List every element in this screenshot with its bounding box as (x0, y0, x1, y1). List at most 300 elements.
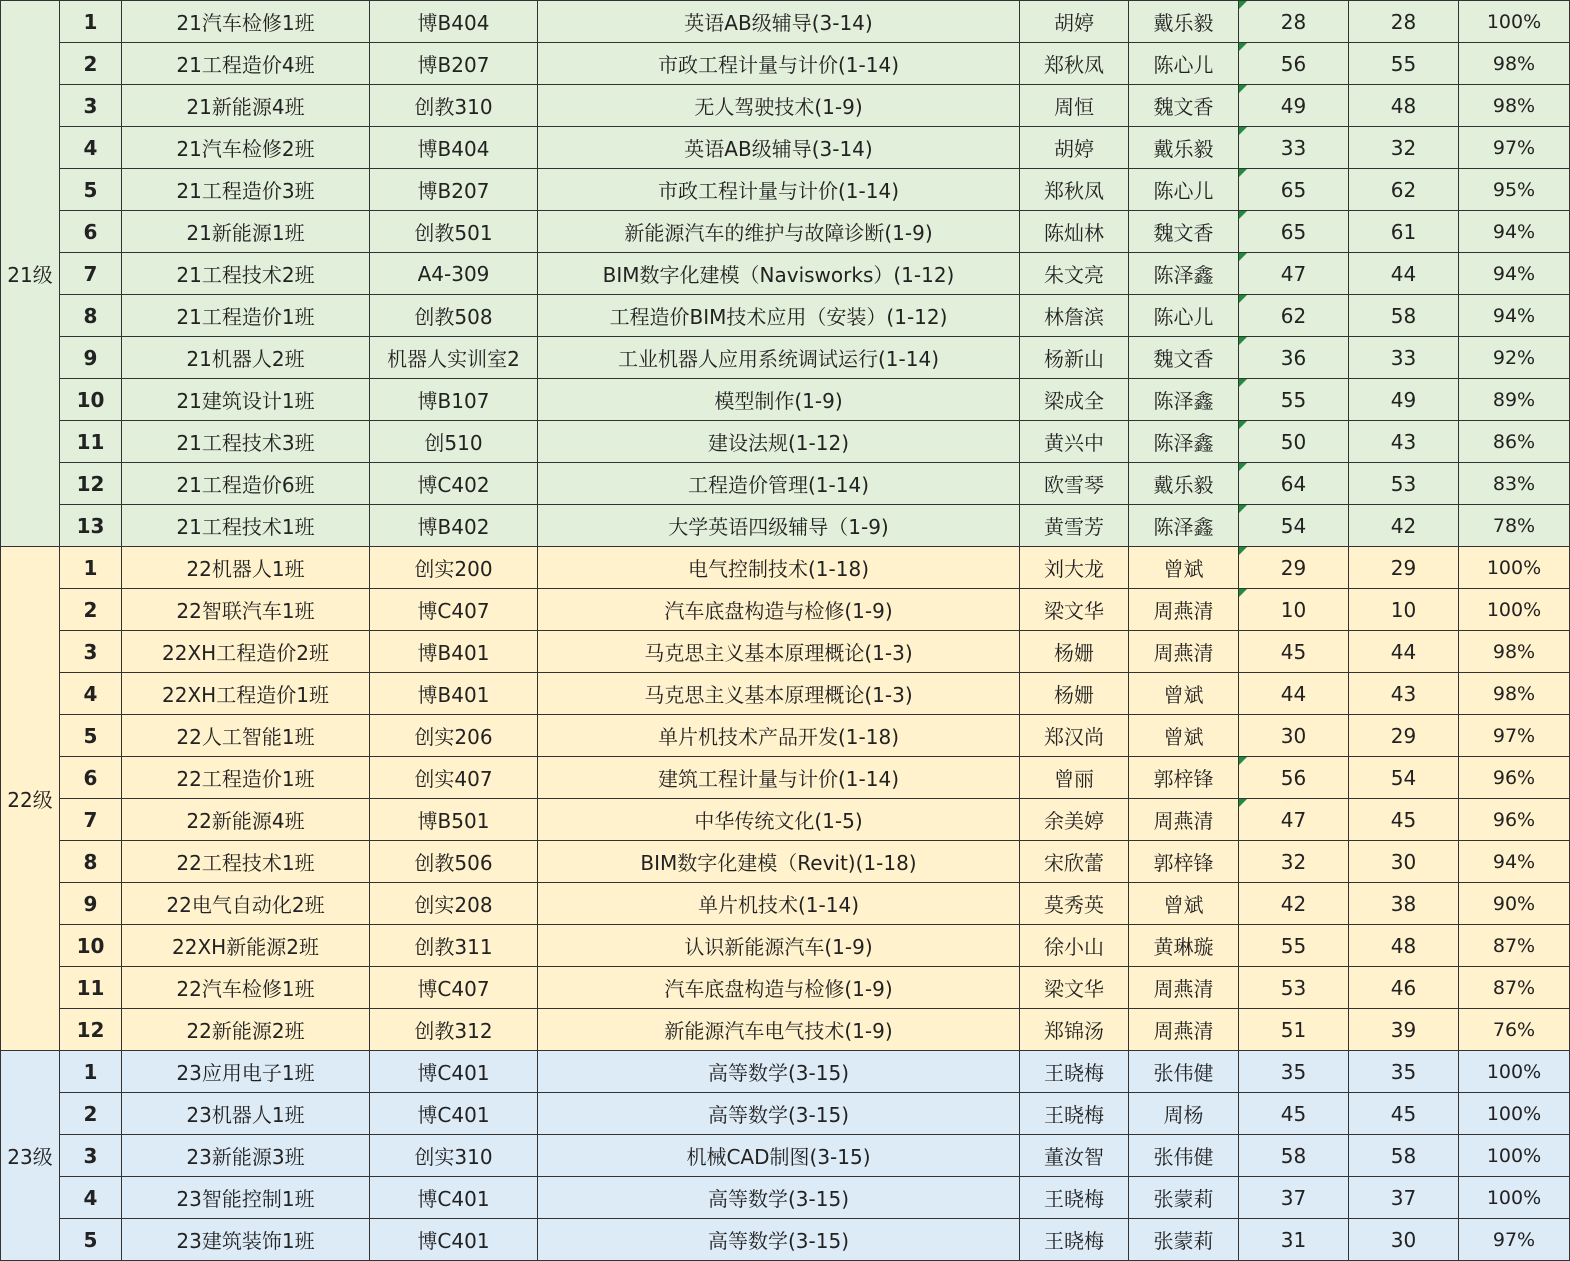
attendance-rate-cell: 96% (1459, 757, 1570, 799)
classroom-cell: 创实208 (370, 883, 538, 925)
class-name-cell: 21建筑设计1班 (122, 379, 370, 421)
teacher-cell: 余美婷 (1020, 799, 1129, 841)
table-row (1, 211, 1570, 253)
row-number: 4 (60, 1177, 122, 1219)
attendance-rate-cell: 97% (1459, 715, 1570, 757)
enrolled-count-cell: 45 (1239, 631, 1349, 673)
present-count-cell: 46 (1349, 967, 1459, 1009)
classroom-cell: 创教310 (370, 85, 538, 127)
supervisor-cell: 周燕清 (1129, 631, 1239, 673)
course-cell: BIM数字化建模（Navisworks）(1-12) (538, 253, 1020, 295)
classroom-cell: 创510 (370, 421, 538, 463)
table-row (1, 505, 1570, 547)
attendance-rate-cell: 98% (1459, 673, 1570, 715)
row-number: 3 (60, 1135, 122, 1177)
classroom-cell: 博B107 (370, 379, 538, 421)
row-number: 7 (60, 799, 122, 841)
enrolled-count-cell: 31 (1239, 1219, 1349, 1261)
classroom-cell: 博C401 (370, 1219, 538, 1261)
attendance-rate-cell: 95% (1459, 169, 1570, 211)
attendance-rate-cell: 97% (1459, 127, 1570, 169)
course-cell: 英语AB级辅导(3-14) (538, 127, 1020, 169)
teacher-cell: 刘大龙 (1020, 547, 1129, 589)
class-name-cell: 23新能源3班 (122, 1135, 370, 1177)
row-number: 10 (60, 925, 122, 967)
enrolled-count-cell: 42 (1239, 883, 1349, 925)
present-count-cell: 62 (1349, 169, 1459, 211)
class-name-cell: 21工程技术2班 (122, 253, 370, 295)
table-row (1, 757, 1570, 799)
classroom-cell: 博B207 (370, 43, 538, 85)
attendance-rate-cell: 97% (1459, 1219, 1570, 1261)
class-name-cell: 22XH工程造价2班 (122, 631, 370, 673)
table-row (1, 1009, 1570, 1051)
present-count-cell: 53 (1349, 463, 1459, 505)
table-row (1, 547, 1570, 589)
supervisor-cell: 陈泽鑫 (1129, 421, 1239, 463)
teacher-cell: 梁文华 (1020, 967, 1129, 1009)
enrolled-count-cell: 36 (1239, 337, 1349, 379)
classroom-cell: 博B401 (370, 673, 538, 715)
grade-group-cell: 23级 (1, 1051, 60, 1261)
teacher-cell: 王晓梅 (1020, 1177, 1129, 1219)
class-name-cell: 22工程技术1班 (122, 841, 370, 883)
supervisor-cell: 陈泽鑫 (1129, 379, 1239, 421)
supervisor-cell: 曾斌 (1129, 883, 1239, 925)
row-number: 3 (60, 631, 122, 673)
present-count-cell: 37 (1349, 1177, 1459, 1219)
table-row (1, 1135, 1570, 1177)
enrolled-count-cell: 33 (1239, 127, 1349, 169)
course-cell: 马克思主义基本原理概论(1-3) (538, 631, 1020, 673)
attendance-rate-cell: 87% (1459, 967, 1570, 1009)
supervisor-cell: 陈心儿 (1129, 169, 1239, 211)
table-row (1, 589, 1570, 631)
attendance-rate-cell: 78% (1459, 505, 1570, 547)
class-name-cell: 21工程造价1班 (122, 295, 370, 337)
teacher-cell: 黄兴中 (1020, 421, 1129, 463)
present-count-cell: 43 (1349, 421, 1459, 463)
course-cell: 中华传统文化(1-5) (538, 799, 1020, 841)
class-name-cell: 21汽车检修2班 (122, 127, 370, 169)
present-count-cell: 32 (1349, 127, 1459, 169)
enrolled-count-cell: 56 (1239, 757, 1349, 799)
teacher-cell: 王晓梅 (1020, 1219, 1129, 1261)
course-cell: 马克思主义基本原理概论(1-3) (538, 673, 1020, 715)
teacher-cell: 郑锦汤 (1020, 1009, 1129, 1051)
supervisor-cell: 周燕清 (1129, 589, 1239, 631)
classroom-cell: 博B207 (370, 169, 538, 211)
present-count-cell: 30 (1349, 1219, 1459, 1261)
enrolled-count-cell: 54 (1239, 505, 1349, 547)
class-name-cell: 22新能源2班 (122, 1009, 370, 1051)
present-count-cell: 45 (1349, 799, 1459, 841)
course-cell: 工程造价管理(1-14) (538, 463, 1020, 505)
supervisor-cell: 张伟健 (1129, 1135, 1239, 1177)
class-name-cell: 22机器人1班 (122, 547, 370, 589)
class-name-cell: 23智能控制1班 (122, 1177, 370, 1219)
table-row (1, 421, 1570, 463)
present-count-cell: 45 (1349, 1093, 1459, 1135)
teacher-cell: 胡婷 (1020, 127, 1129, 169)
present-count-cell: 30 (1349, 841, 1459, 883)
row-number: 2 (60, 589, 122, 631)
teacher-cell: 郑秋凤 (1020, 43, 1129, 85)
row-number: 8 (60, 841, 122, 883)
attendance-rate-cell: 92% (1459, 337, 1570, 379)
classroom-cell: 博C402 (370, 463, 538, 505)
course-cell: 汽车底盘构造与检修(1-9) (538, 589, 1020, 631)
present-count-cell: 35 (1349, 1051, 1459, 1093)
teacher-cell: 杨新山 (1020, 337, 1129, 379)
classroom-cell: 博C407 (370, 589, 538, 631)
grade-group-cell: 22级 (1, 547, 60, 1051)
present-count-cell: 48 (1349, 925, 1459, 967)
classroom-cell: 创教508 (370, 295, 538, 337)
course-cell: 单片机技术(1-14) (538, 883, 1020, 925)
table-row (1, 1051, 1570, 1093)
class-name-cell: 22XH新能源2班 (122, 925, 370, 967)
present-count-cell: 10 (1349, 589, 1459, 631)
attendance-rate-cell: 94% (1459, 295, 1570, 337)
supervisor-cell: 曾斌 (1129, 673, 1239, 715)
row-number: 11 (60, 967, 122, 1009)
supervisor-cell: 魏文香 (1129, 85, 1239, 127)
class-name-cell: 22新能源4班 (122, 799, 370, 841)
teacher-cell: 莫秀英 (1020, 883, 1129, 925)
row-number: 6 (60, 757, 122, 799)
attendance-rate-cell: 94% (1459, 253, 1570, 295)
class-name-cell: 21工程造价6班 (122, 463, 370, 505)
classroom-cell: 创实407 (370, 757, 538, 799)
supervisor-cell: 周杨 (1129, 1093, 1239, 1135)
present-count-cell: 38 (1349, 883, 1459, 925)
class-name-cell: 21工程造价4班 (122, 43, 370, 85)
course-cell: 建设法规(1-12) (538, 421, 1020, 463)
classroom-cell: 博C407 (370, 967, 538, 1009)
table-row (1, 715, 1570, 757)
course-cell: 高等数学(3-15) (538, 1093, 1020, 1135)
present-count-cell: 44 (1349, 631, 1459, 673)
enrolled-count-cell: 56 (1239, 43, 1349, 85)
table-row (1, 1, 1570, 43)
attendance-rate-cell: 98% (1459, 85, 1570, 127)
supervisor-cell: 周燕清 (1129, 967, 1239, 1009)
classroom-cell: 博B404 (370, 127, 538, 169)
class-name-cell: 21工程造价3班 (122, 169, 370, 211)
enrolled-count-cell: 65 (1239, 169, 1349, 211)
row-number: 12 (60, 463, 122, 505)
classroom-cell: 创教311 (370, 925, 538, 967)
table-row (1, 253, 1570, 295)
enrolled-count-cell: 10 (1239, 589, 1349, 631)
course-cell: 汽车底盘构造与检修(1-9) (538, 967, 1020, 1009)
classroom-cell: 创实206 (370, 715, 538, 757)
row-number: 5 (60, 169, 122, 211)
course-cell: 工程造价BIM技术应用（安装）(1-12) (538, 295, 1020, 337)
table-row (1, 463, 1570, 505)
supervisor-cell: 陈泽鑫 (1129, 253, 1239, 295)
course-cell: 高等数学(3-15) (538, 1177, 1020, 1219)
course-cell: 市政工程计量与计价(1-14) (538, 43, 1020, 85)
enrolled-count-cell: 62 (1239, 295, 1349, 337)
teacher-cell: 欧雪琴 (1020, 463, 1129, 505)
table-row (1, 379, 1570, 421)
supervisor-cell: 张蒙莉 (1129, 1177, 1239, 1219)
class-name-cell: 22工程造价1班 (122, 757, 370, 799)
teacher-cell: 董汝智 (1020, 1135, 1129, 1177)
table-row (1, 85, 1570, 127)
enrolled-count-cell: 30 (1239, 715, 1349, 757)
enrolled-count-cell: 47 (1239, 799, 1349, 841)
table-row (1, 1177, 1570, 1219)
row-number: 2 (60, 43, 122, 85)
supervisor-cell: 曾斌 (1129, 547, 1239, 589)
class-name-cell: 21汽车检修1班 (122, 1, 370, 43)
attendance-rate-cell: 100% (1459, 1, 1570, 43)
teacher-cell: 杨姗 (1020, 673, 1129, 715)
row-number: 2 (60, 1093, 122, 1135)
enrolled-count-cell: 37 (1239, 1177, 1349, 1219)
table-row (1, 169, 1570, 211)
teacher-cell: 陈灿林 (1020, 211, 1129, 253)
course-cell: 英语AB级辅导(3-14) (538, 1, 1020, 43)
enrolled-count-cell: 45 (1239, 1093, 1349, 1135)
enrolled-count-cell: 65 (1239, 211, 1349, 253)
attendance-rate-cell: 100% (1459, 1093, 1570, 1135)
supervisor-cell: 戴乐毅 (1129, 127, 1239, 169)
attendance-rate-cell: 76% (1459, 1009, 1570, 1051)
table-row (1, 799, 1570, 841)
supervisor-cell: 戴乐毅 (1129, 1, 1239, 43)
class-name-cell: 21新能源1班 (122, 211, 370, 253)
supervisor-cell: 戴乐毅 (1129, 463, 1239, 505)
table-row (1, 841, 1570, 883)
class-name-cell: 21工程技术3班 (122, 421, 370, 463)
present-count-cell: 58 (1349, 1135, 1459, 1177)
classroom-cell: 创教312 (370, 1009, 538, 1051)
course-cell: 新能源汽车的维护与故障诊断(1-9) (538, 211, 1020, 253)
attendance-rate-cell: 98% (1459, 631, 1570, 673)
course-cell: BIM数字化建模（Revit)(1-18) (538, 841, 1020, 883)
course-cell: 建筑工程计量与计价(1-14) (538, 757, 1020, 799)
class-name-cell: 21工程技术1班 (122, 505, 370, 547)
attendance-rate-cell: 83% (1459, 463, 1570, 505)
row-number: 5 (60, 1219, 122, 1261)
enrolled-count-cell: 49 (1239, 85, 1349, 127)
attendance-rate-cell: 98% (1459, 43, 1570, 85)
class-name-cell: 23建筑装饰1班 (122, 1219, 370, 1261)
enrolled-count-cell: 29 (1239, 547, 1349, 589)
classroom-cell: 博C401 (370, 1093, 538, 1135)
row-number: 12 (60, 1009, 122, 1051)
supervisor-cell: 魏文香 (1129, 337, 1239, 379)
attendance-rate-cell: 89% (1459, 379, 1570, 421)
teacher-cell: 王晓梅 (1020, 1051, 1129, 1093)
teacher-cell: 曾丽 (1020, 757, 1129, 799)
supervisor-cell: 张伟健 (1129, 1051, 1239, 1093)
teacher-cell: 林詹滨 (1020, 295, 1129, 337)
table-row (1, 673, 1570, 715)
attendance-rate-cell: 94% (1459, 211, 1570, 253)
course-cell: 电气控制技术(1-18) (538, 547, 1020, 589)
classroom-cell: 创教506 (370, 841, 538, 883)
enrolled-count-cell: 55 (1239, 925, 1349, 967)
present-count-cell: 33 (1349, 337, 1459, 379)
enrolled-count-cell: 64 (1239, 463, 1349, 505)
present-count-cell: 61 (1349, 211, 1459, 253)
class-name-cell: 22电气自动化2班 (122, 883, 370, 925)
teacher-cell: 胡婷 (1020, 1, 1129, 43)
row-number: 3 (60, 85, 122, 127)
attendance-rate-cell: 90% (1459, 883, 1570, 925)
row-number: 1 (60, 547, 122, 589)
table-row (1, 295, 1570, 337)
class-name-cell: 21机器人2班 (122, 337, 370, 379)
classroom-cell: 创实310 (370, 1135, 538, 1177)
teacher-cell: 朱文亮 (1020, 253, 1129, 295)
enrolled-count-cell: 47 (1239, 253, 1349, 295)
enrolled-count-cell: 35 (1239, 1051, 1349, 1093)
present-count-cell: 29 (1349, 715, 1459, 757)
class-name-cell: 23应用电子1班 (122, 1051, 370, 1093)
present-count-cell: 49 (1349, 379, 1459, 421)
class-name-cell: 22XH工程造价1班 (122, 673, 370, 715)
supervisor-cell: 黄琳璇 (1129, 925, 1239, 967)
teacher-cell: 郑秋凤 (1020, 169, 1129, 211)
course-cell: 无人驾驶技术(1-9) (538, 85, 1020, 127)
supervisor-cell: 郭梓锋 (1129, 757, 1239, 799)
enrolled-count-cell: 58 (1239, 1135, 1349, 1177)
classroom-cell: 博B501 (370, 799, 538, 841)
teacher-cell: 梁成全 (1020, 379, 1129, 421)
course-cell: 单片机技术产品开发(1-18) (538, 715, 1020, 757)
classroom-cell: 博B401 (370, 631, 538, 673)
attendance-rate-cell: 100% (1459, 547, 1570, 589)
teacher-cell: 宋欣蕾 (1020, 841, 1129, 883)
teacher-cell: 梁文华 (1020, 589, 1129, 631)
class-name-cell: 23机器人1班 (122, 1093, 370, 1135)
table-row (1, 1219, 1570, 1261)
enrolled-count-cell: 55 (1239, 379, 1349, 421)
row-number: 10 (60, 379, 122, 421)
table-row (1, 337, 1570, 379)
enrolled-count-cell: 50 (1239, 421, 1349, 463)
course-cell: 高等数学(3-15) (538, 1219, 1020, 1261)
classroom-cell: 博B404 (370, 1, 538, 43)
supervisor-cell: 陈心儿 (1129, 43, 1239, 85)
supervisor-cell: 陈泽鑫 (1129, 505, 1239, 547)
course-cell: 高等数学(3-15) (538, 1051, 1020, 1093)
enrolled-count-cell: 32 (1239, 841, 1349, 883)
present-count-cell: 42 (1349, 505, 1459, 547)
supervisor-cell: 魏文香 (1129, 211, 1239, 253)
present-count-cell: 55 (1349, 43, 1459, 85)
attendance-rate-cell: 100% (1459, 1135, 1570, 1177)
row-number: 11 (60, 421, 122, 463)
row-number: 5 (60, 715, 122, 757)
course-cell: 新能源汽车电气技术(1-9) (538, 1009, 1020, 1051)
attendance-rate-cell: 100% (1459, 1177, 1570, 1219)
row-number: 9 (60, 337, 122, 379)
teacher-cell: 杨姗 (1020, 631, 1129, 673)
teacher-cell: 徐小山 (1020, 925, 1129, 967)
teacher-cell: 郑汉尚 (1020, 715, 1129, 757)
course-cell: 模型制作(1-9) (538, 379, 1020, 421)
table-row (1, 631, 1570, 673)
table-row (1, 127, 1570, 169)
supervisor-cell: 郭梓锋 (1129, 841, 1239, 883)
supervisor-cell: 周燕清 (1129, 799, 1239, 841)
row-number: 4 (60, 127, 122, 169)
table-row (1, 967, 1570, 1009)
class-name-cell: 22智联汽车1班 (122, 589, 370, 631)
course-cell: 市政工程计量与计价(1-14) (538, 169, 1020, 211)
course-cell: 工业机器人应用系统调试运行(1-14) (538, 337, 1020, 379)
row-number: 7 (60, 253, 122, 295)
present-count-cell: 54 (1349, 757, 1459, 799)
present-count-cell: 43 (1349, 673, 1459, 715)
supervisor-cell: 陈心儿 (1129, 295, 1239, 337)
supervisor-cell: 张蒙莉 (1129, 1219, 1239, 1261)
attendance-rate-cell: 100% (1459, 1051, 1570, 1093)
attendance-rate-cell: 96% (1459, 799, 1570, 841)
enrolled-count-cell: 51 (1239, 1009, 1349, 1051)
class-name-cell: 22人工智能1班 (122, 715, 370, 757)
table-row (1, 925, 1570, 967)
row-number: 8 (60, 295, 122, 337)
attendance-rate-cell: 86% (1459, 421, 1570, 463)
present-count-cell: 28 (1349, 1, 1459, 43)
present-count-cell: 58 (1349, 295, 1459, 337)
class-name-cell: 22汽车检修1班 (122, 967, 370, 1009)
row-number: 6 (60, 211, 122, 253)
course-cell: 认识新能源汽车(1-9) (538, 925, 1020, 967)
class-name-cell: 21新能源4班 (122, 85, 370, 127)
attendance-rate-cell: 87% (1459, 925, 1570, 967)
present-count-cell: 39 (1349, 1009, 1459, 1051)
enrolled-count-cell: 53 (1239, 967, 1349, 1009)
supervisor-cell: 周燕清 (1129, 1009, 1239, 1051)
table-row (1, 43, 1570, 85)
attendance-rate-cell: 100% (1459, 589, 1570, 631)
grade-group-cell: 21级 (1, 1, 60, 547)
row-number: 1 (60, 1, 122, 43)
present-count-cell: 44 (1349, 253, 1459, 295)
classroom-cell: 机器人实训室2 (370, 337, 538, 379)
classroom-cell: 创实200 (370, 547, 538, 589)
supervisor-cell: 曾斌 (1129, 715, 1239, 757)
classroom-cell: 创教501 (370, 211, 538, 253)
course-cell: 大学英语四级辅导（1-9) (538, 505, 1020, 547)
present-count-cell: 29 (1349, 547, 1459, 589)
row-number: 9 (60, 883, 122, 925)
enrolled-count-cell: 28 (1239, 1, 1349, 43)
table-row (1, 1093, 1570, 1135)
teacher-cell: 黄雪芳 (1020, 505, 1129, 547)
row-number: 4 (60, 673, 122, 715)
course-cell: 机械CAD制图(3-15) (538, 1135, 1020, 1177)
enrolled-count-cell: 44 (1239, 673, 1349, 715)
attendance-rate-cell: 94% (1459, 841, 1570, 883)
classroom-cell: 博C401 (370, 1051, 538, 1093)
teacher-cell: 王晓梅 (1020, 1093, 1129, 1135)
present-count-cell: 48 (1349, 85, 1459, 127)
classroom-cell: A4-309 (370, 253, 538, 295)
teacher-cell: 周恒 (1020, 85, 1129, 127)
classroom-cell: 博C401 (370, 1177, 538, 1219)
row-number: 13 (60, 505, 122, 547)
